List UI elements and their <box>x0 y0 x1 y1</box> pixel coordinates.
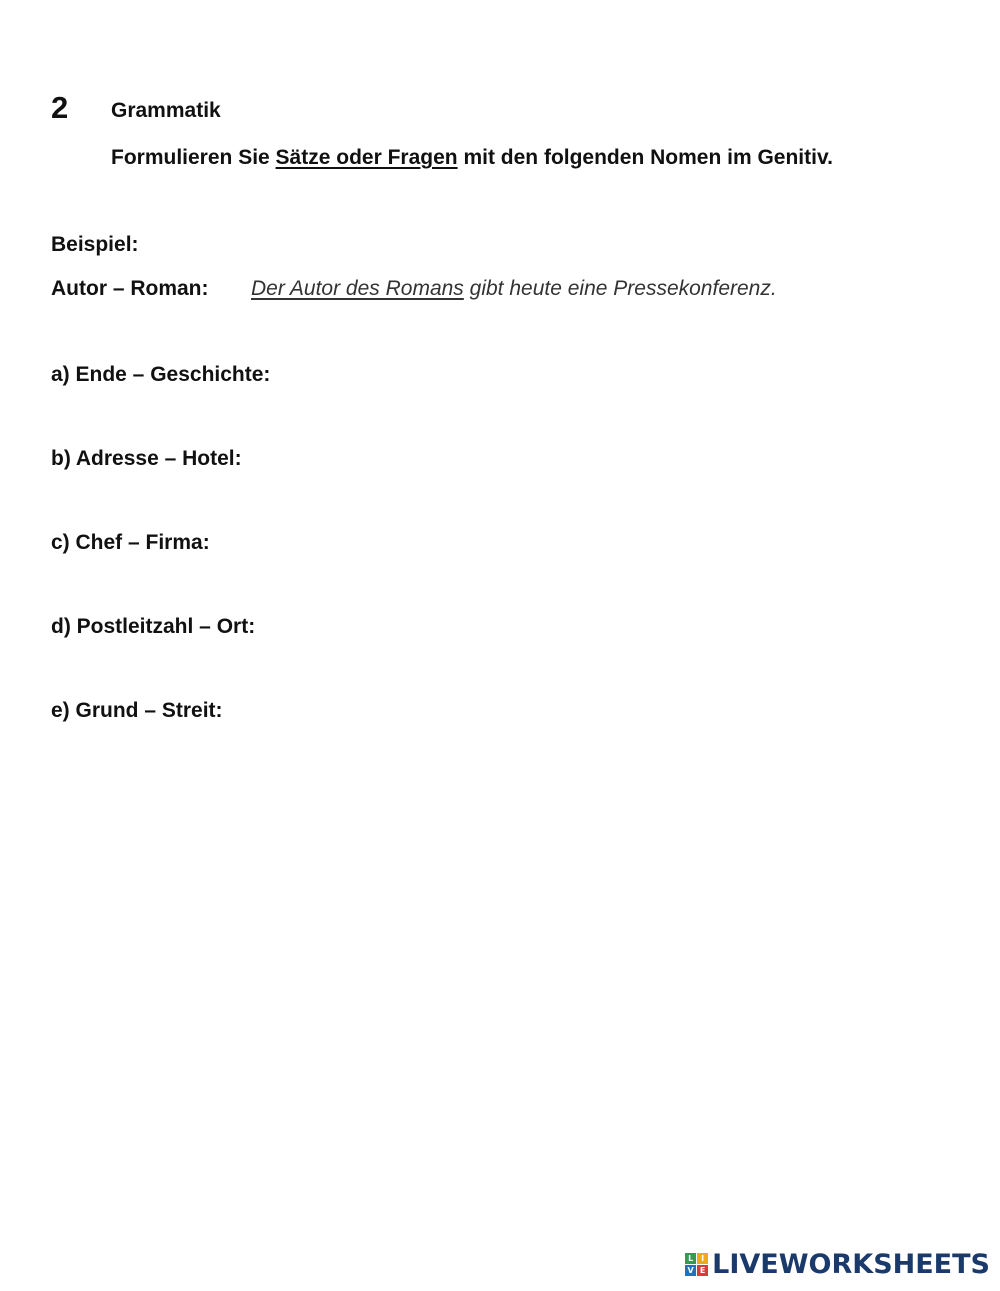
example-heading: Beispiel: <box>51 233 139 256</box>
logo-block-l: L <box>685 1253 696 1264</box>
exercise-item-a: a) Ende – Geschichte: <box>51 363 271 386</box>
task-number: 2 <box>51 90 69 125</box>
section-title: Grammatik <box>111 99 221 122</box>
example-answer <box>251 277 777 301</box>
example-prompt: Autor – Roman: <box>51 277 209 300</box>
instruction-text-start: Formulieren Sie <box>111 146 276 169</box>
instruction-text-end: mit den folgenden Nomen im Genitiv. <box>457 146 833 169</box>
instruction <box>111 146 833 170</box>
logo-block-i: I <box>697 1253 708 1264</box>
exercise-item-c: c) Chef – Firma: <box>51 531 210 554</box>
logo-blocks-icon <box>685 1253 708 1276</box>
exercise-item-b: b) Adresse – Hotel: <box>51 447 242 470</box>
exercise-item-d: d) Postleitzahl – Ort: <box>51 615 256 638</box>
logo-block-e: E <box>697 1265 708 1276</box>
logo-block-v: V <box>685 1265 696 1276</box>
exercise-item-e: e) Grund – Streit: <box>51 699 223 722</box>
example-answer-rest: gibt heute eine Pressekonferenz. <box>463 277 777 300</box>
logo-text: LIVEWORKSHEETS <box>712 1248 990 1280</box>
example-answer-underlined: Der Autor des Romans <box>251 277 464 300</box>
liveworksheets-logo <box>685 1247 990 1281</box>
instruction-underlined-text: Sätze oder Fragen <box>275 146 458 169</box>
